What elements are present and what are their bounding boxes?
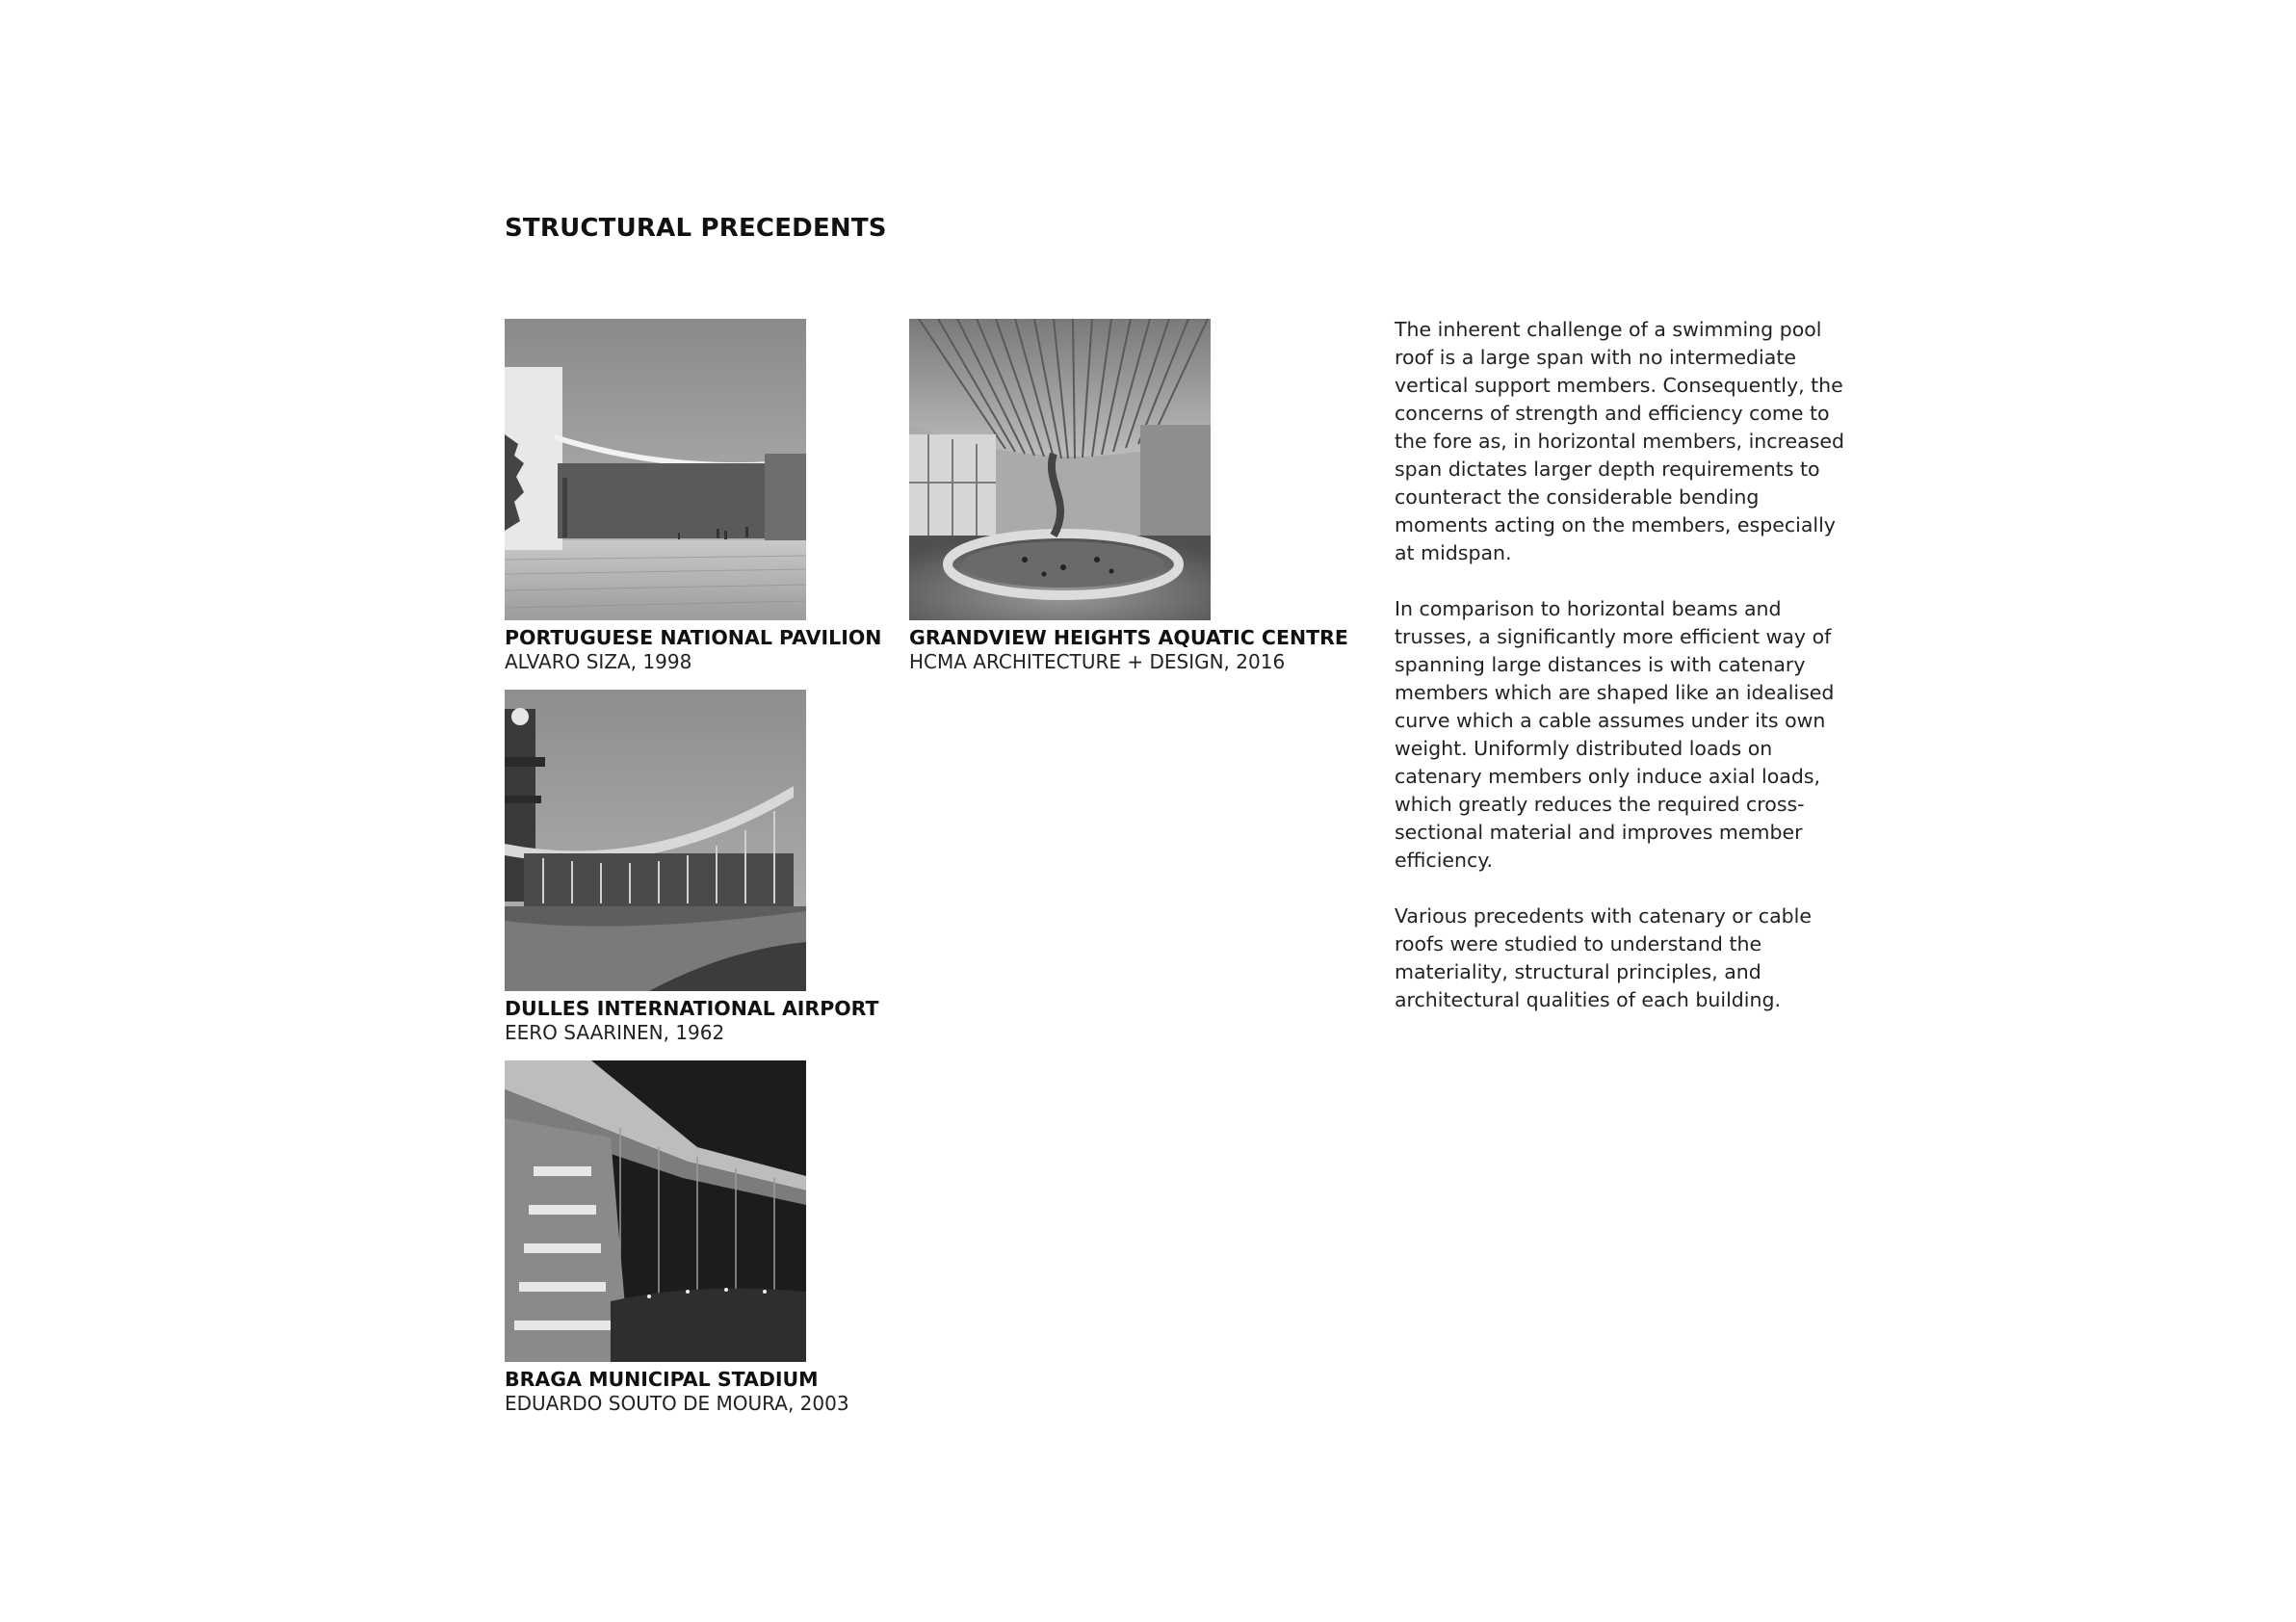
precedent-credit: HCMA ARCHITECTURE + DESIGN, 2016 bbox=[909, 650, 1286, 673]
precedent-name: PORTUGUESE NATIONAL PAVILION bbox=[505, 626, 882, 649]
page-title: STRUCTURAL PRECEDENTS bbox=[505, 214, 887, 243]
precedent-credit: EERO SAARINEN, 1962 bbox=[505, 1021, 725, 1044]
precedent-name: GRANDVIEW HEIGHTS AQUATIC CENTRE bbox=[909, 626, 1348, 649]
paragraph-precedents-studied: Various precedents with catenary or cable roofs were studied to understand the materiality, structural principles, and architectural qualities of each building. bbox=[1395, 904, 1812, 1011]
precedent-grandview-aquatic bbox=[909, 319, 1348, 674]
precedent-braga-stadium bbox=[505, 1060, 909, 1416]
body-text bbox=[1395, 316, 1857, 1042]
precedent-credit: EDUARDO SOUTO DE MOURA, 2003 bbox=[505, 1392, 849, 1415]
paragraph-roof-challenge: The inherent challenge of a swimming pool roof is a large span with no intermediate vertical support members. Consequently, the concerns of strength and efficiency come to the fore as, in horizontal members, increased span dictates larger depth requirements to counteract the considerable bending moments acting on the members, especially at midspan. bbox=[1395, 318, 1845, 564]
precedent-name: DULLES INTERNATIONAL AIRPORT bbox=[505, 997, 879, 1020]
portuguese-pavilion-photo bbox=[505, 319, 806, 620]
precedent-dulles-airport bbox=[505, 690, 909, 1045]
braga-stadium-photo bbox=[505, 1060, 806, 1362]
grandview-aquatic-photo bbox=[909, 319, 1211, 620]
paragraph-catenary-efficiency: In comparison to horizontal beams and trusses, a significantly more efficient way of spanning large distances is with catenary members which are shaped like an idealised curve which a cable assumes under its own weight. Uniformly distributed loads on catenary members only induce axial loads, which greatly reduces the required cross-sectional material and improves member efficiency. bbox=[1395, 597, 1835, 872]
precedent-portuguese-pavilion bbox=[505, 319, 909, 674]
precedent-credit: ALVARO SIZA, 1998 bbox=[505, 650, 692, 673]
dulles-airport-photo bbox=[505, 690, 806, 991]
precedent-name: BRAGA MUNICIPAL STADIUM bbox=[505, 1368, 819, 1391]
